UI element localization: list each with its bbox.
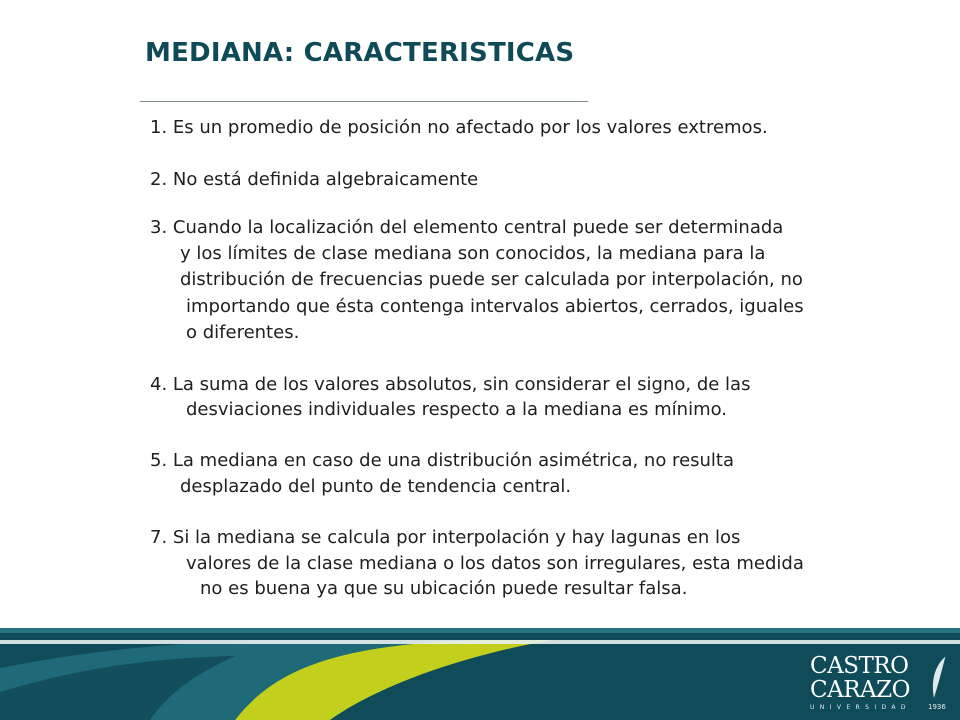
body-line-14: no es buena ya que su ubicación puede resultar falsa.	[200, 578, 688, 599]
logo-universidad: UNIVERSIDAD	[810, 704, 911, 711]
body-line-5: distribución de frecuencias puede ser calculada por interpolación, no	[180, 269, 803, 290]
body-line-12: 7. Si la mediana se calcula por interpolación y hay lagunas en los	[150, 527, 741, 548]
body-line-11: desplazado del punto de tendencia central.	[180, 476, 572, 497]
footer-top-stripe	[0, 628, 960, 633]
body-line-2: 2. No está definida algebraicamente	[150, 169, 479, 190]
footer-light-stripe	[0, 640, 960, 644]
body-line-7: o diferentes.	[186, 322, 300, 343]
body-line-1: 1. Es un promedio de posición no afectado por los valores extremos.	[150, 117, 768, 138]
body-line-3: 3. Cuando la localización del elemento central puede ser determinada	[150, 217, 784, 238]
quill-icon	[928, 654, 950, 702]
body-line-8: 4. La suma de los valores absolutos, sin considerar el signo, de las	[150, 374, 751, 395]
body-line-9: desviaciones individuales respecto a la mediana es mínimo.	[186, 399, 728, 420]
logo-year: 1936	[928, 703, 946, 711]
body-line-13: valores de la clase mediana o los datos son irregulares, esta medida	[186, 553, 804, 574]
body-line-6: importando que ésta contenga intervalos abiertos, cerrados, iguales	[186, 296, 804, 317]
body-line-4: y los límites de clase mediana son conocidos, la mediana para la	[180, 243, 766, 264]
logo-word-carazo: CARAZO	[810, 677, 910, 703]
body-line-10: 5. La mediana en caso de una distribución asimétrica, no resulta	[150, 450, 735, 471]
university-logo	[810, 654, 950, 714]
slide-title: MEDIANA: CARACTERISTICAS	[145, 38, 575, 68]
logo-word-castro: CASTRO	[810, 653, 909, 679]
